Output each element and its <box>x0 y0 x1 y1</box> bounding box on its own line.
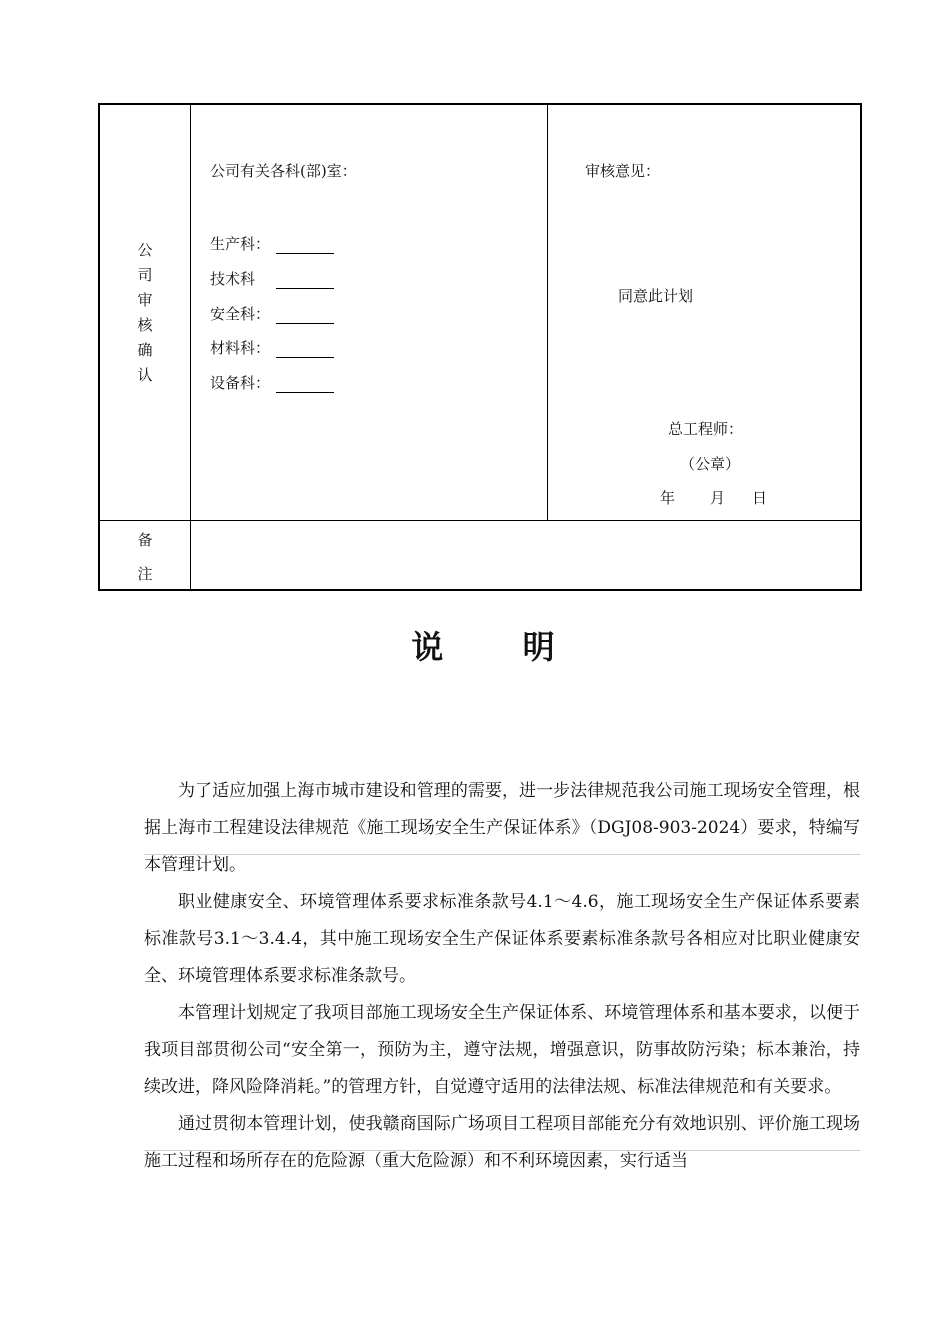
date-month: 月 <box>710 489 726 507</box>
table-divider <box>100 520 862 521</box>
signature-line <box>276 274 334 289</box>
signature-line <box>276 239 334 254</box>
opinion-heading: 审核意见： <box>585 162 661 180</box>
paragraph: 为了适应加强上海市城市建设和管理的需要，进一步法律规范我公司施工现场安全管理，根据上海市工程建设法律规范《施工现场安全生产保证体系》（DGJ08-903-2024）要求，特编写本管理计划。 <box>144 781 860 875</box>
dept-label: 安全科： <box>210 305 271 323</box>
signature-line <box>276 309 334 324</box>
dept-label: 技术科 <box>210 270 256 288</box>
dept-heading: 公司有关各科(部)室： <box>210 162 357 180</box>
dept-label: 材料科： <box>210 339 271 357</box>
chief-engineer-label: 总工程师： <box>668 420 744 438</box>
dept-row-technical <box>210 269 334 289</box>
date-year: 年 <box>660 489 676 507</box>
dept-label: 设备科： <box>210 374 271 392</box>
dept-row-equipment <box>210 373 334 393</box>
paragraph: 本管理计划规定了我项目部施工现场安全生产保证体系、环境管理体系和基本要求，以便于我项目部贯彻公司“安全第一，预防为主，遵守法规，增强意识，防事故防污染；标本兼治，持续改进，降风险降消耗。”的管理方针，自觉遵守适用的法律法规、标准法律规范和有关要求。 <box>144 1003 860 1097</box>
dept-row-materials <box>210 338 334 358</box>
company-review-label: 公 司 审 核 确 认 <box>137 241 153 384</box>
remarks-label: 备 注 <box>137 531 153 583</box>
review-table <box>98 103 862 591</box>
dept-label: 生产科： <box>210 235 271 253</box>
table-divider <box>190 105 191 591</box>
body-text <box>144 773 860 1180</box>
paragraph: 通过贯彻本管理计划，使我赣商国际广场项目工程项目部能充分有效地识别、评价施工现场施工过程和场所存在的危险源（重大危险源）和不利环境因素，实行适当 <box>144 1114 860 1171</box>
opinion-text: 同意此计划 <box>618 287 694 305</box>
signature-line <box>276 343 334 358</box>
seal-label: （公章） <box>680 455 741 473</box>
paragraph: 职业健康安全、环境管理体系要求标准条款号4.1～4.6，施工现场安全生产保证体系要素标准款号3.1～3.4.4，其中施工现场安全生产保证体系要素标准条款号各相应对比职业健康安全、环境管理体系要求标准条款号。 <box>144 892 860 986</box>
dept-row-safety <box>210 304 334 324</box>
signature-line <box>276 378 334 393</box>
table-divider <box>547 105 548 521</box>
document-title: 说 明 <box>411 628 589 666</box>
date-day: 日 <box>752 489 768 507</box>
dept-row-production <box>210 234 334 254</box>
